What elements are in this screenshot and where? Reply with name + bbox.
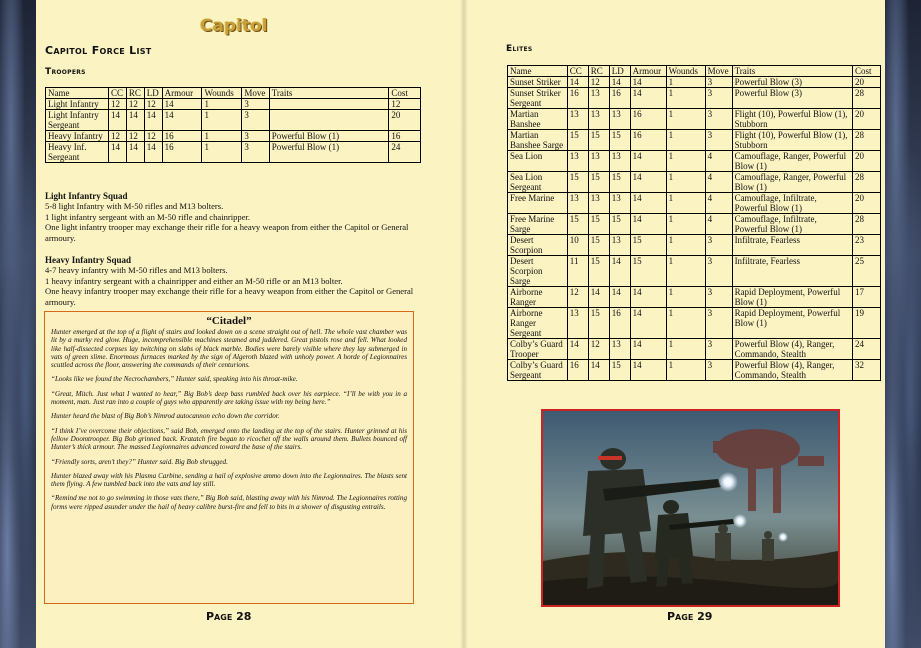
troopers-heading: Troopers bbox=[45, 67, 86, 77]
table-cell: Free Marine bbox=[508, 193, 568, 214]
story-paragraph: “Great, Mitch. Just what I wanted to hear,” Big Bob’s deep bass rumbled back over his earpiece. “I’ll be with you in a moment, man. Just ran into a couple of guys who apparently are taking issue with my being here.” bbox=[51, 389, 407, 407]
table-cell: 13 bbox=[567, 308, 588, 339]
table-cell: 15 bbox=[588, 256, 609, 287]
table-cell: 15 bbox=[630, 256, 666, 287]
story-paragraph: Hunter blazed away with his Plasma Carbine, sending a hail of explosive ammo down into the Legionnaires. The blasts sent them flying. A few tumbled back into the vats and lay still. bbox=[51, 471, 407, 489]
table-header-row bbox=[46, 88, 421, 99]
column-header: Traits bbox=[269, 88, 389, 99]
elites-heading: Elites bbox=[506, 44, 533, 54]
table-cell: 24 bbox=[852, 339, 880, 360]
table-cell: Sunset Striker bbox=[508, 77, 568, 88]
table-cell: Airborne Ranger bbox=[508, 287, 568, 308]
table-cell: 14 bbox=[109, 142, 127, 163]
table-row bbox=[508, 130, 881, 151]
column-header: CC bbox=[567, 66, 588, 77]
table-cell: 13 bbox=[588, 109, 609, 130]
table-cell: 13 bbox=[567, 193, 588, 214]
table-cell: Flight (10), Powerful Blow (1), Stubborn bbox=[732, 130, 852, 151]
table-cell: 20 bbox=[389, 110, 421, 131]
table-cell: 12 bbox=[126, 99, 144, 110]
table-cell: 20 bbox=[852, 151, 880, 172]
table-cell: Heavy Inf. Sergeant bbox=[46, 142, 109, 163]
table-cell: Camouflage, Ranger, Powerful Blow (1) bbox=[732, 172, 852, 193]
table-cell: 19 bbox=[852, 308, 880, 339]
table-cell bbox=[269, 110, 389, 131]
marble-border-left bbox=[0, 0, 36, 648]
table-cell: 14 bbox=[630, 88, 666, 109]
story-paragraph: “Friendly sorts, aren’t they?” Hunter said. Big Bob shrugged. bbox=[51, 457, 228, 466]
table-cell: 14 bbox=[609, 256, 630, 287]
squad-line: 1 heavy infantry sergeant with a chainripper and either an M-50 rifle or an M13 bolter. bbox=[45, 275, 343, 286]
table-cell: 15 bbox=[609, 130, 630, 151]
table-cell: 1 bbox=[666, 130, 705, 151]
table-cell: Camouflage, Infiltrate, Powerful Blow (1) bbox=[732, 214, 852, 235]
table-cell: 1 bbox=[666, 235, 705, 256]
table-cell: 14 bbox=[609, 77, 630, 88]
table-cell: 15 bbox=[588, 308, 609, 339]
table-cell: Rapid Deployment, Powerful Blow (1) bbox=[732, 308, 852, 339]
squad-line: 1 light infantry sergeant with an M-50 rifle and chainripper. bbox=[45, 211, 251, 222]
squad-line: One heavy infantry trooper may exchange their rifle for a heavy weapon from either the Capitol or General armoury. bbox=[45, 286, 414, 307]
table-cell: Sunset Striker Sergeant bbox=[508, 88, 568, 109]
table-cell: 15 bbox=[609, 360, 630, 381]
table-cell: Free Marine Sarge bbox=[508, 214, 568, 235]
citadel-story-box bbox=[44, 311, 414, 604]
table-cell bbox=[269, 99, 389, 110]
table-row bbox=[508, 256, 881, 287]
story-paragraph: “I think I’ve overcome their objections,” said Bob, emerged onto the landing at the top of the stairs. Hunter grinned at his fellow Doomtrooper. Big Bob grinned back. Kratatch fire began to ricochet off the walls around them. Bullets bounced off Hunter’s thick armour. The massed Legionnaires advanced toward the base of the stairs. bbox=[51, 426, 407, 452]
column-header: LD bbox=[144, 88, 162, 99]
table-cell: 11 bbox=[567, 256, 588, 287]
column-header: Name bbox=[508, 66, 568, 77]
table-cell: 25 bbox=[852, 256, 880, 287]
table-row bbox=[508, 287, 881, 308]
table-cell: 3 bbox=[705, 360, 732, 381]
column-header: Wounds bbox=[202, 88, 242, 99]
table-cell: 14 bbox=[630, 214, 666, 235]
table-cell: 17 bbox=[852, 287, 880, 308]
table-cell: Airborne Ranger Sergeant bbox=[508, 308, 568, 339]
table-cell: 14 bbox=[630, 151, 666, 172]
table-header-row bbox=[508, 66, 881, 77]
table-cell: Camouflage, Ranger, Powerful Blow (1) bbox=[732, 151, 852, 172]
table-cell: 1 bbox=[202, 131, 242, 142]
story-title: “Citadel” bbox=[206, 315, 252, 327]
table-cell: 15 bbox=[567, 130, 588, 151]
table-cell: 1 bbox=[202, 142, 242, 163]
table-cell: Rapid Deployment, Powerful Blow (1) bbox=[732, 287, 852, 308]
table-cell: 3 bbox=[705, 77, 732, 88]
table-cell: 14 bbox=[144, 142, 162, 163]
table-cell: 3 bbox=[242, 110, 269, 131]
table-cell: 12 bbox=[588, 77, 609, 88]
story-paragraph: “Looks like we found the Necrochambers,” Hunter said, speaking into his throat-mike. bbox=[51, 375, 298, 384]
column-header: Move bbox=[242, 88, 269, 99]
table-cell: 14 bbox=[630, 193, 666, 214]
table-cell: Camouflage, Infiltrate, Powerful Blow (1) bbox=[732, 193, 852, 214]
table-cell: 15 bbox=[609, 172, 630, 193]
squad-title: Heavy Infantry Squad bbox=[45, 255, 132, 265]
troopers-table bbox=[45, 87, 421, 163]
table-row bbox=[508, 214, 881, 235]
story-paragraph: “Remind me not to go swimming in those vats there,” Big Bob said, blasting away with his Nimrod. The Legionnaires rotting forms were ripped asunder under the hail of heavy calibre burst-fire and fell to bits in a shower of disgusting entrails. bbox=[51, 494, 407, 511]
table-cell: 3 bbox=[705, 287, 732, 308]
column-header: Wounds bbox=[666, 66, 705, 77]
story-paragraph: Hunter heard the blast of Big Bob’s Nimrod autocannon echo down the corridor. bbox=[51, 412, 280, 421]
table-cell: 14 bbox=[109, 110, 127, 131]
table-cell: 4 bbox=[705, 151, 732, 172]
table-cell: Sea Lion Sergeant bbox=[508, 172, 568, 193]
table-cell: Infiltrate, Fearless bbox=[732, 235, 852, 256]
table-cell: 3 bbox=[705, 308, 732, 339]
table-row bbox=[508, 172, 881, 193]
table-cell: 4 bbox=[705, 193, 732, 214]
table-cell: 12 bbox=[126, 131, 144, 142]
column-header: LD bbox=[609, 66, 630, 77]
table-cell: Powerful Blow (3) bbox=[732, 77, 852, 88]
page-number-left: Page 28 bbox=[206, 610, 252, 623]
table-cell: 12 bbox=[567, 287, 588, 308]
squad-line: One light infantry trooper may exchange their rifle for a heavy weapon from either the Capitol or General armoury. bbox=[45, 222, 409, 243]
table-cell: 1 bbox=[666, 214, 705, 235]
table-cell: 14 bbox=[609, 287, 630, 308]
table-cell: 14 bbox=[162, 110, 202, 131]
table-row bbox=[508, 308, 881, 339]
table-cell: 14 bbox=[126, 142, 144, 163]
table-cell: 16 bbox=[630, 109, 666, 130]
table-cell: 1 bbox=[202, 110, 242, 131]
table-cell: 3 bbox=[705, 109, 732, 130]
table-cell: 12 bbox=[144, 131, 162, 142]
table-cell: Martian Banshee Sarge bbox=[508, 130, 568, 151]
squad-line: 4-7 heavy infantry with M-50 rifles and M13 bolters. bbox=[45, 265, 228, 276]
table-cell: 13 bbox=[588, 88, 609, 109]
table-cell: 14 bbox=[630, 287, 666, 308]
light-infantry-squad bbox=[45, 191, 415, 243]
column-header: Cost bbox=[389, 88, 421, 99]
marble-border-right bbox=[885, 0, 921, 648]
table-cell: Powerful Blow (4), Ranger, Commando, Stealth bbox=[732, 339, 852, 360]
table-cell: Powerful Blow (3) bbox=[732, 88, 852, 109]
table-row bbox=[508, 88, 881, 109]
table-cell: 16 bbox=[389, 131, 421, 142]
table-cell: 1 bbox=[666, 172, 705, 193]
table-cell: 20 bbox=[852, 193, 880, 214]
table-cell: 3 bbox=[705, 235, 732, 256]
table-row bbox=[508, 339, 881, 360]
table-cell: 24 bbox=[389, 142, 421, 163]
column-header: Name bbox=[46, 88, 109, 99]
table-cell: 32 bbox=[852, 360, 880, 381]
column-header: Cost bbox=[852, 66, 880, 77]
table-row bbox=[46, 110, 421, 131]
table-cell: 14 bbox=[630, 77, 666, 88]
table-cell: 3 bbox=[242, 142, 269, 163]
table-cell: 1 bbox=[666, 151, 705, 172]
table-row bbox=[46, 142, 421, 163]
column-header: Armour bbox=[630, 66, 666, 77]
table-cell: 13 bbox=[609, 151, 630, 172]
table-cell: 3 bbox=[705, 130, 732, 151]
table-cell: 13 bbox=[609, 109, 630, 130]
table-cell: 13 bbox=[609, 235, 630, 256]
table-cell: Colby’s Guard Trooper bbox=[508, 339, 568, 360]
table-row bbox=[508, 360, 881, 381]
table-cell: 12 bbox=[109, 99, 127, 110]
column-header: RC bbox=[126, 88, 144, 99]
table-cell: 3 bbox=[705, 88, 732, 109]
table-cell: 3 bbox=[242, 99, 269, 110]
table-cell: 15 bbox=[588, 235, 609, 256]
squad-title: Light Infantry Squad bbox=[45, 191, 128, 201]
table-cell: Desert Scorpion bbox=[508, 235, 568, 256]
column-header: Armour bbox=[162, 88, 202, 99]
table-cell: 16 bbox=[609, 88, 630, 109]
table-cell: 16 bbox=[630, 130, 666, 151]
table-cell: Sea Lion bbox=[508, 151, 568, 172]
table-cell: 28 bbox=[852, 88, 880, 109]
table-cell: 20 bbox=[852, 109, 880, 130]
table-cell: 15 bbox=[567, 214, 588, 235]
column-header: CC bbox=[109, 88, 127, 99]
table-cell: Light Infantry bbox=[46, 99, 109, 110]
table-cell: 1 bbox=[666, 256, 705, 287]
table-cell: 16 bbox=[162, 142, 202, 163]
table-cell: 13 bbox=[567, 109, 588, 130]
table-cell: 23 bbox=[852, 235, 880, 256]
table-cell: 12 bbox=[389, 99, 421, 110]
table-row bbox=[508, 77, 881, 88]
battle-illustration bbox=[541, 409, 840, 607]
table-cell: 15 bbox=[567, 172, 588, 193]
table-cell: 14 bbox=[630, 308, 666, 339]
table-cell: 13 bbox=[609, 339, 630, 360]
table-cell: Light Infantry Sergeant bbox=[46, 110, 109, 131]
table-cell: 14 bbox=[630, 360, 666, 381]
table-cell: 14 bbox=[567, 77, 588, 88]
force-list-heading: Capitol Force List bbox=[45, 44, 152, 57]
table-row bbox=[508, 151, 881, 172]
table-cell: 14 bbox=[588, 360, 609, 381]
table-cell: 16 bbox=[609, 308, 630, 339]
table-cell: 14 bbox=[567, 339, 588, 360]
soldiers-artwork bbox=[543, 411, 838, 605]
table-cell: 14 bbox=[630, 172, 666, 193]
table-cell: 15 bbox=[588, 130, 609, 151]
squad-line: 5-8 light Infantry with M-50 rifles and M13 bolters. bbox=[45, 201, 224, 212]
table-cell: 4 bbox=[705, 214, 732, 235]
table-cell: 13 bbox=[588, 151, 609, 172]
table-cell: 3 bbox=[705, 339, 732, 360]
table-cell: Martian Banshee bbox=[508, 109, 568, 130]
table-row bbox=[508, 109, 881, 130]
table-cell: 16 bbox=[162, 131, 202, 142]
heavy-infantry-squad bbox=[45, 255, 415, 307]
table-cell: 12 bbox=[588, 339, 609, 360]
table-cell: 28 bbox=[852, 130, 880, 151]
column-header: Move bbox=[705, 66, 732, 77]
table-cell: 1 bbox=[666, 88, 705, 109]
table-cell: 28 bbox=[852, 214, 880, 235]
page-number-right: Page 29 bbox=[667, 610, 713, 623]
table-cell: 16 bbox=[567, 88, 588, 109]
table-cell: 1 bbox=[666, 193, 705, 214]
table-cell: 15 bbox=[609, 214, 630, 235]
table-cell: 1 bbox=[666, 339, 705, 360]
table-cell: 1 bbox=[666, 77, 705, 88]
table-cell: 13 bbox=[567, 151, 588, 172]
story-paragraph: Hunter emerged at the top of a flight of stairs and looked down on a scene straight out of hell. The whole vast chamber was lit by a murky red glow. Huge, incomprehensible machines steamed and juddered. Great pistols rose and fell. What looked like half-dissected corpses lay twitching on slabs of black marble. Bodies were barely visible where they lay submerged in vats of green slime. Enormous furnaces marked by the sign of Algeroth blazed with unholy power. A horde of Legionnaires scuttled across the floor, answering the commands of their centurions. bbox=[51, 328, 407, 370]
table-row bbox=[508, 235, 881, 256]
book-title: Capitol bbox=[200, 16, 268, 36]
table-cell: Colby’s Guard Sergeant bbox=[508, 360, 568, 381]
table-cell: Desert Scorpion Sarge bbox=[508, 256, 568, 287]
table-cell: Powerful Blow (1) bbox=[269, 131, 389, 142]
table-cell: 3 bbox=[242, 131, 269, 142]
table-cell: 1 bbox=[666, 308, 705, 339]
table-cell: 14 bbox=[144, 110, 162, 131]
table-cell: 20 bbox=[852, 77, 880, 88]
table-cell: Flight (10), Powerful Blow (1), Stubborn bbox=[732, 109, 852, 130]
table-cell: 12 bbox=[109, 131, 127, 142]
table-row bbox=[508, 193, 881, 214]
table-cell: Heavy Infantry bbox=[46, 131, 109, 142]
table-cell: 10 bbox=[567, 235, 588, 256]
table-cell: Powerful Blow (1) bbox=[269, 142, 389, 163]
table-cell: 15 bbox=[588, 172, 609, 193]
table-cell: 4 bbox=[705, 172, 732, 193]
table-cell: Powerful Blow (4), Ranger, Commando, Stealth bbox=[732, 360, 852, 381]
column-header: RC bbox=[588, 66, 609, 77]
table-cell: 28 bbox=[852, 172, 880, 193]
table-cell: 1 bbox=[666, 109, 705, 130]
table-cell: 13 bbox=[588, 193, 609, 214]
table-cell: 1 bbox=[666, 287, 705, 308]
table-row bbox=[46, 131, 421, 142]
table-cell: 14 bbox=[126, 110, 144, 131]
table-row bbox=[46, 99, 421, 110]
elites-table bbox=[507, 65, 881, 381]
table-cell: 15 bbox=[630, 235, 666, 256]
table-cell: 13 bbox=[609, 193, 630, 214]
column-header: Traits bbox=[732, 66, 852, 77]
table-cell: 12 bbox=[144, 99, 162, 110]
table-cell: Infiltrate, Fearless bbox=[732, 256, 852, 287]
book-gutter bbox=[460, 0, 468, 648]
table-cell: 15 bbox=[588, 214, 609, 235]
table-cell: 16 bbox=[567, 360, 588, 381]
table-cell: 14 bbox=[630, 339, 666, 360]
table-cell: 14 bbox=[588, 287, 609, 308]
table-cell: 1 bbox=[202, 99, 242, 110]
table-cell: 14 bbox=[162, 99, 202, 110]
table-cell: 1 bbox=[666, 360, 705, 381]
table-cell: 3 bbox=[705, 256, 732, 287]
